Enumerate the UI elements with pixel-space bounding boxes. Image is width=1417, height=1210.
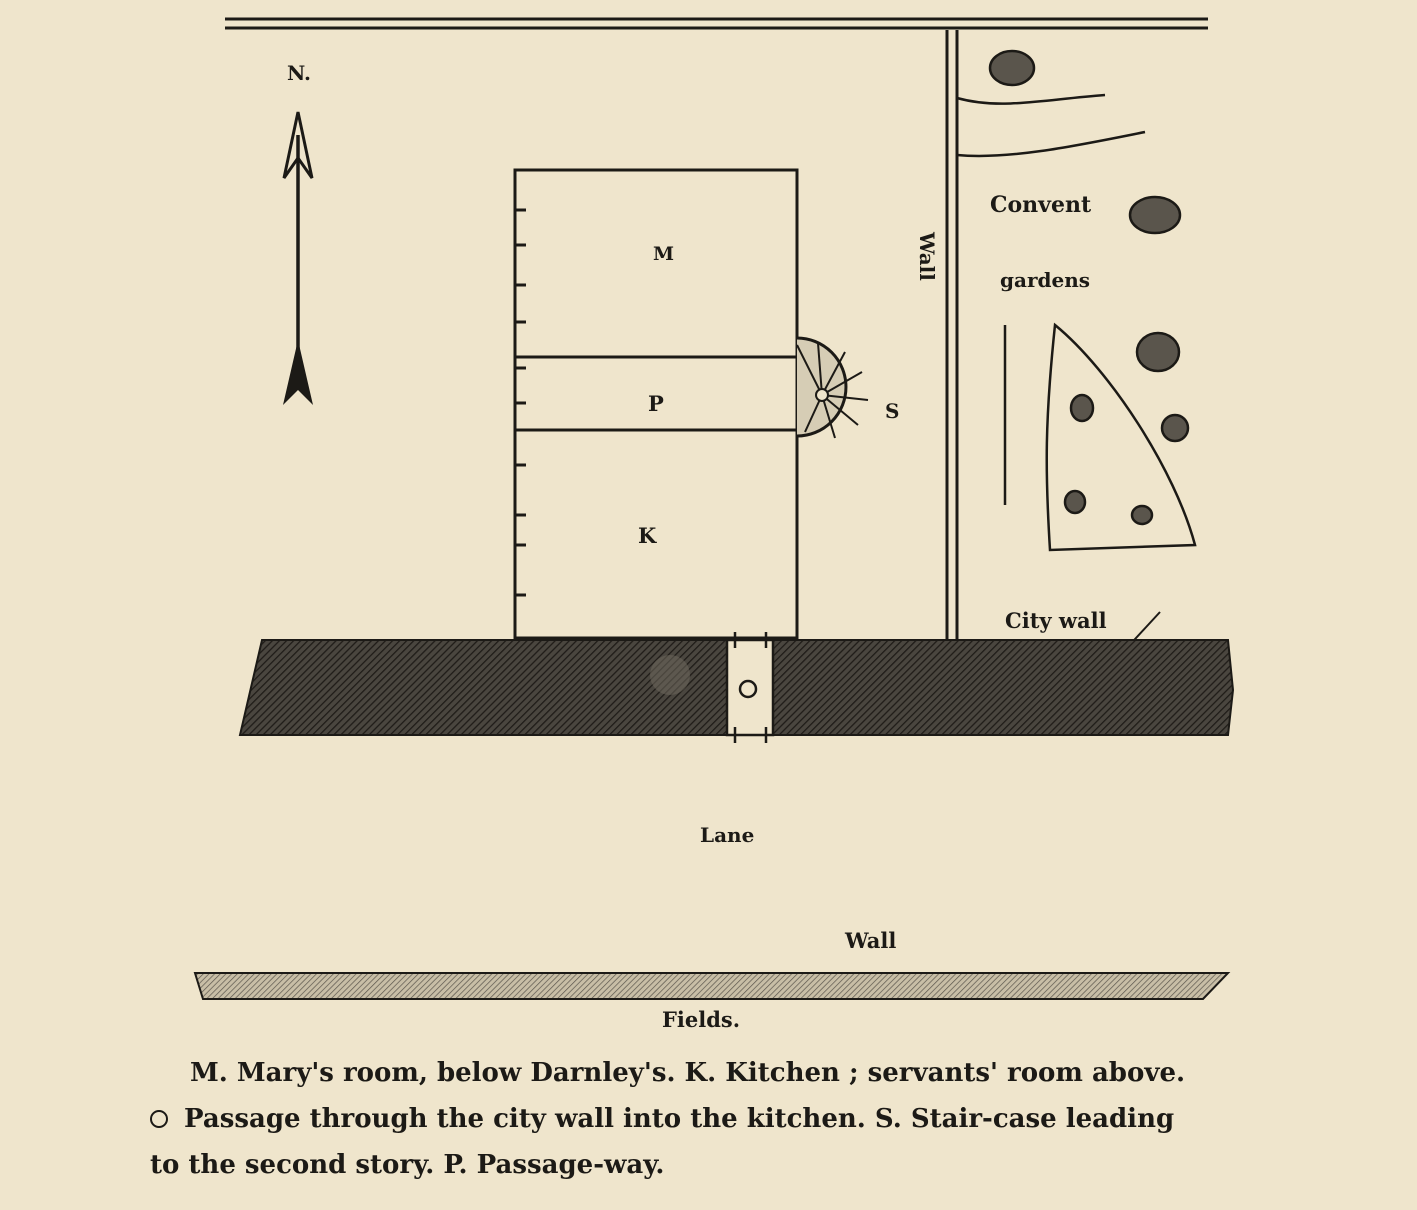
north-arrow-icon (283, 112, 313, 405)
window-marks (515, 210, 526, 595)
wall-vertical-label: Wall (915, 232, 939, 281)
garden-wall (947, 30, 957, 640)
city-wall-label: City wall (1005, 608, 1107, 633)
north-label: N. (287, 61, 311, 85)
legend (150, 1050, 1280, 1188)
bottom-wall (195, 973, 1228, 999)
wall-bottom-label: Wall (845, 928, 897, 953)
fields-label: Fields. (662, 1007, 741, 1032)
staircase-icon (797, 338, 868, 438)
gardens-label: gardens (1000, 268, 1090, 292)
room-p-label: P (648, 391, 664, 416)
top-border (225, 19, 1208, 28)
legend-line-3: to the second story. P. Passage-way. (150, 1150, 665, 1180)
passage-icon (150, 1110, 168, 1128)
room-m-label: M (653, 243, 675, 265)
stair-label: S (885, 399, 900, 423)
room-k-label: K (638, 523, 657, 548)
garden-paths (957, 95, 1145, 505)
legend-line-2 (150, 1096, 1280, 1142)
legend-line-2-text: Passage through the city wall into the kitchen. S. Stair-case leading (184, 1104, 1175, 1134)
convent-label: Convent (990, 192, 1092, 218)
lane-label: Lane (700, 823, 755, 847)
wall-passage (727, 632, 773, 743)
legend-line-1: M. Mary's room, below Darnley's. K. Kitchen ; servants' room above. (190, 1058, 1186, 1088)
